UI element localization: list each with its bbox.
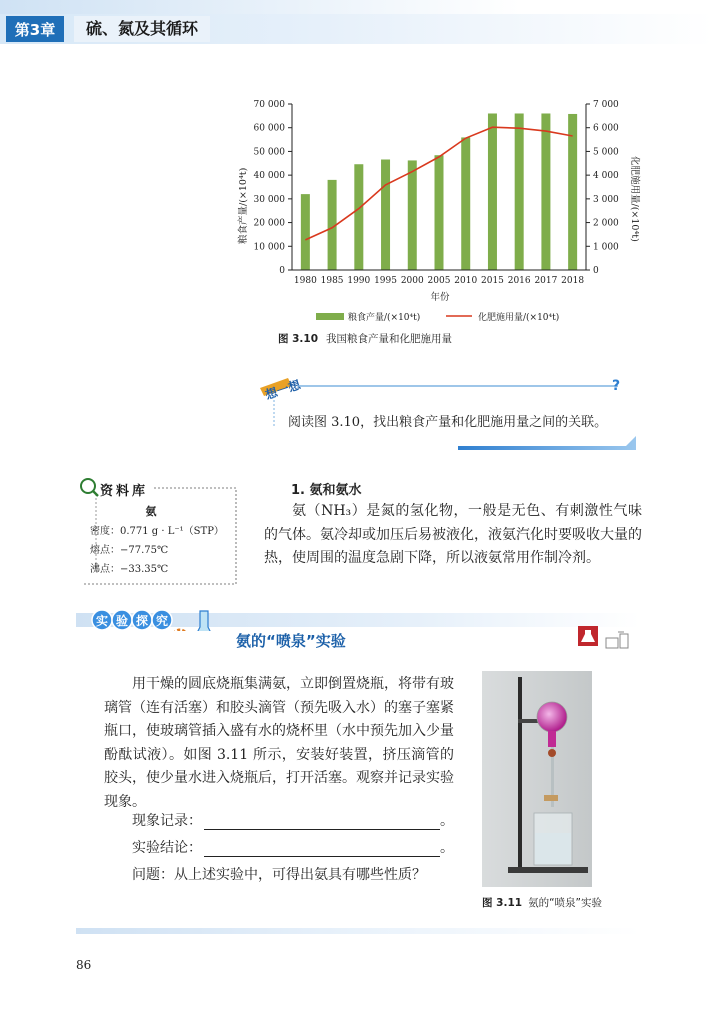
- chapter-title: 硫、氮及其循环: [74, 16, 210, 42]
- grain-bar: [435, 155, 444, 270]
- gear-icon: [173, 630, 187, 631]
- left-tick-label: 50 000: [253, 147, 285, 158]
- page-header: [0, 0, 714, 46]
- think-label: 想一想: [263, 377, 303, 403]
- right-tick-label: 4 000: [593, 171, 619, 182]
- grain-bar: [354, 164, 363, 270]
- figure-number: 图 3.10: [277, 333, 319, 345]
- left-tick-label: 0: [279, 266, 285, 276]
- question-mark-icon: ?: [612, 378, 621, 394]
- badge-char: 验: [115, 614, 129, 628]
- grain-bar: [488, 113, 497, 270]
- legend-line-label: 化肥施用量/(×10⁴t): [478, 313, 560, 323]
- x-tick-label: 1985: [320, 276, 344, 286]
- figure-caption-3-11: [462, 895, 622, 910]
- observation-end-mark: 。: [440, 813, 454, 829]
- figure-caption-text: 我国粮食产量和化肥施用量: [326, 333, 453, 345]
- grain-bar: [381, 159, 390, 270]
- x-tick-label: 1995: [374, 276, 397, 286]
- left-tick-label: 30 000: [253, 194, 285, 205]
- left-tick-label: 60 000: [253, 123, 285, 134]
- grain-bar: [301, 194, 310, 270]
- grain-bar: [541, 113, 550, 270]
- info-density: 密度：0.771 g · L⁻¹（STP）: [90, 526, 224, 537]
- info-boiling-point: 沸点：−33.35℃: [90, 564, 169, 575]
- grain-bar: [408, 160, 417, 270]
- info-melting-point: 熔点：−77.75℃: [90, 545, 169, 556]
- conclusion-record: [132, 837, 454, 857]
- conclusion-label: 实验结论：: [132, 840, 202, 856]
- x-tick-label: 2018: [561, 276, 585, 286]
- x-tick-label: 2016: [507, 276, 531, 286]
- magnifier-icon: [81, 479, 95, 493]
- x-tick-label: 1990: [347, 276, 371, 286]
- left-tick-label: 40 000: [253, 171, 285, 182]
- grain-bar: [461, 137, 470, 270]
- grain-bar: [515, 113, 524, 270]
- observation-record: [132, 810, 454, 830]
- badge-char: 究: [155, 614, 169, 628]
- legend-bar-swatch: [316, 313, 344, 320]
- page-number: 86: [76, 958, 92, 972]
- badge-char: 实: [95, 614, 109, 628]
- x-tick-label: 1980: [293, 276, 317, 286]
- legend-bar-label: 粮食产量/(×10⁴t): [348, 313, 421, 323]
- left-tick-label: 20 000: [253, 218, 285, 229]
- grain-bar: [568, 114, 577, 270]
- header-top-stripe: [0, 0, 520, 14]
- think-text: 阅读图 3.10，找出粮食产量和化肥施用量之间的关联。: [288, 415, 608, 430]
- figure-caption-3-10: [200, 331, 530, 346]
- x-tick-label: 2000: [400, 276, 424, 286]
- grain-fertilizer-chart: [228, 94, 648, 330]
- right-tick-label: 7 000: [593, 100, 619, 110]
- figure-number: 图 3.11: [482, 897, 523, 909]
- x-tick-label: 2010: [454, 276, 478, 286]
- right-tick-label: 2 000: [593, 218, 619, 229]
- figure-caption-text: 氨的“喷泉”实验: [528, 897, 602, 909]
- right-tick-label: 5 000: [593, 147, 619, 158]
- badge-char: 探: [135, 614, 149, 628]
- observation-blank[interactable]: [204, 815, 440, 830]
- experiment-procedure: 用干燥的圆底烧瓶集满氨，立即倒置烧瓶，将带有玻璃管（连有活塞）和胶头滴管（预先吸入水）的塞子塞紧瓶口，使玻璃管插入盛有水的烧杯里（水中预先加入少量酚酞试液）。如图 3.11 所示，安装好装置，挤压滴管的胶头，使少量水进入烧瓶后，打开活塞。观察并记录实验现象。: [104, 676, 454, 810]
- x-tick-label: 2005: [427, 276, 451, 286]
- experiment-banner: [76, 607, 640, 631]
- right-tick-label: 0: [593, 266, 599, 276]
- conclusion-blank[interactable]: [204, 842, 440, 857]
- info-substance-name: 氨: [145, 505, 157, 518]
- right-axis-label: 化肥施用量/(×10⁴t): [629, 156, 640, 242]
- x-axis-label: 年份: [430, 292, 450, 303]
- left-tick-label: 70 000: [253, 100, 285, 110]
- footer-divider: [76, 928, 640, 934]
- section-body: 氨（NH₃）是氮的氢化物，一般是无色、有刺激性气味的气体。氨冷却或加压后易被液化，液氨汽化时要吸收大量的热，使周围的温度急剧下降，所以液氨常用作制冷剂。: [264, 503, 642, 566]
- right-tick-label: 1 000: [593, 242, 619, 253]
- x-tick-label: 2017: [534, 276, 558, 286]
- fountain-experiment-photo: [482, 671, 592, 887]
- experiment-question: 问题：从上述实验中，可得出氨具有哪些性质？: [132, 867, 426, 883]
- section-heading: 1. 氨和氨水: [291, 483, 362, 498]
- right-tick-label: 6 000: [593, 123, 619, 134]
- conclusion-end-mark: 。: [440, 840, 454, 856]
- info-box-title: 资料库: [100, 484, 149, 499]
- x-tick-label: 2015: [481, 276, 504, 286]
- left-axis-label: 粮食产量/(×10⁴t): [238, 167, 249, 244]
- experiment-icons: [578, 624, 634, 650]
- chapter-number: 第3章: [6, 16, 64, 42]
- right-tick-label: 3 000: [593, 194, 619, 205]
- observation-label: 现象记录：: [132, 813, 202, 829]
- left-tick-label: 10 000: [253, 242, 285, 253]
- chart-legend: [316, 311, 559, 323]
- experiment-title: 氨的“喷泉”实验: [236, 632, 346, 650]
